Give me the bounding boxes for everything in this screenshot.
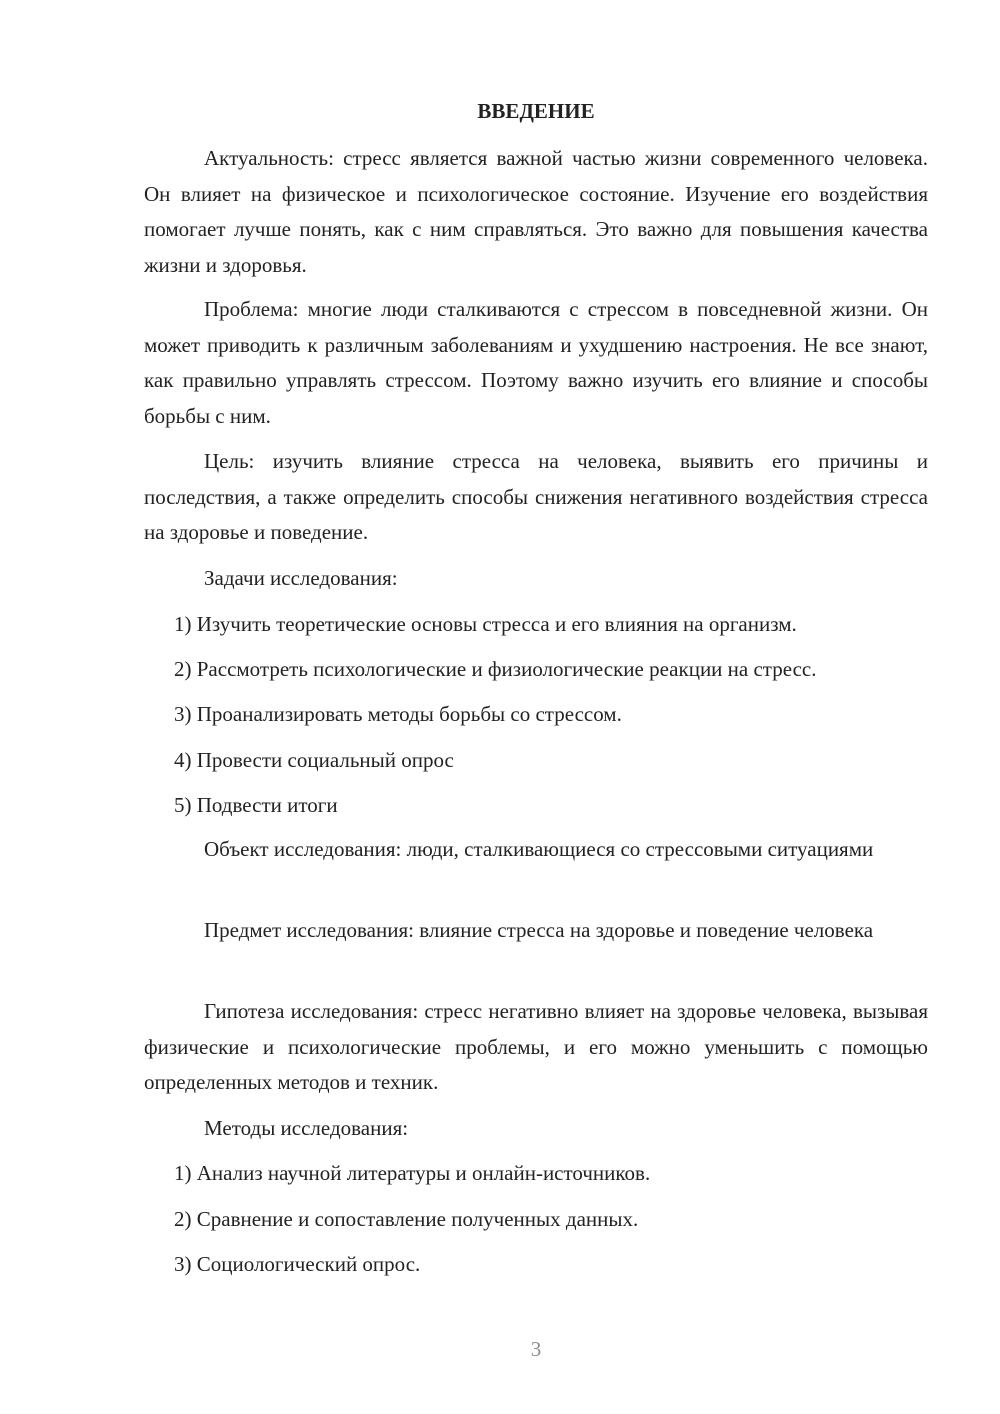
- paragraph-hypothesis-text: Гипотеза исследования: стресс негативно влияет на здоровье человека, вызывая физические и психологические проблемы, и его можно уменьшить с помощью определенных методов и техник.: [144, 999, 928, 1094]
- method-item-2: 2) Сравнение и сопоставление полученных данных.: [174, 1207, 639, 1231]
- task-item-2: 2) Рассмотреть психологические и физиологические реакции на стресс.: [174, 657, 817, 681]
- tasks-heading: Задачи исследования:: [204, 566, 398, 590]
- paragraph-problem-text: Проблема: многие люди сталкиваются с стрессом в повседневной жизни. Он может приводить к различным заболеваниям и ухудшению настроения. Не все знают, как правильно управлять стрессом. Поэтому важно изучить его влияние и способы борьбы с ним.: [144, 297, 928, 428]
- method-item-1: 1) Анализ научной литературы и онлайн-источников.: [174, 1161, 651, 1185]
- page-title: ВВЕДЕНИЕ: [477, 99, 595, 123]
- method-item-3: 3) Социологический опрос.: [174, 1252, 421, 1276]
- paragraph-hypothesis: [144, 994, 928, 1101]
- paragraph-object: [144, 832, 928, 868]
- paragraph-relevance-text: Актуальность: стресс является важной частью жизни современного человека. Он влияет на физическое и психологическое состояние. Изучение его воздействия помогает лучше понять, как с ним справляться. Это важно для повышения качества жизни и здоровья.: [144, 146, 928, 277]
- paragraph-object-text: Объект исследования: люди, сталкивающиеся со стрессовыми ситуациями: [204, 837, 874, 861]
- page-number: 3: [530, 1337, 542, 1361]
- methods-heading: Методы исследования:: [204, 1116, 409, 1140]
- paragraph-subject-text: Предмет исследования: влияние стресса на здоровье и поведение человека: [204, 918, 874, 942]
- task-item-4: 4) Провести социальный опрос: [174, 748, 454, 772]
- paragraph-goal: [144, 444, 928, 551]
- paragraph-subject: [144, 913, 928, 949]
- task-item-3: 3) Проанализировать методы борьбы со стрессом.: [174, 702, 622, 726]
- paragraph-goal-text: Цель: изучить влияние стресса на человека, выявить его причины и последствия, а также определить способы снижения негативного воздействия стресса на здоровье и поведение.: [144, 449, 928, 544]
- paragraph-relevance: [144, 141, 928, 283]
- paragraph-problem: [144, 292, 928, 434]
- task-item-5: 5) Подвести итоги: [174, 793, 338, 817]
- task-item-1: 1) Изучить теоретические основы стресса и его влияния на организм.: [174, 612, 797, 636]
